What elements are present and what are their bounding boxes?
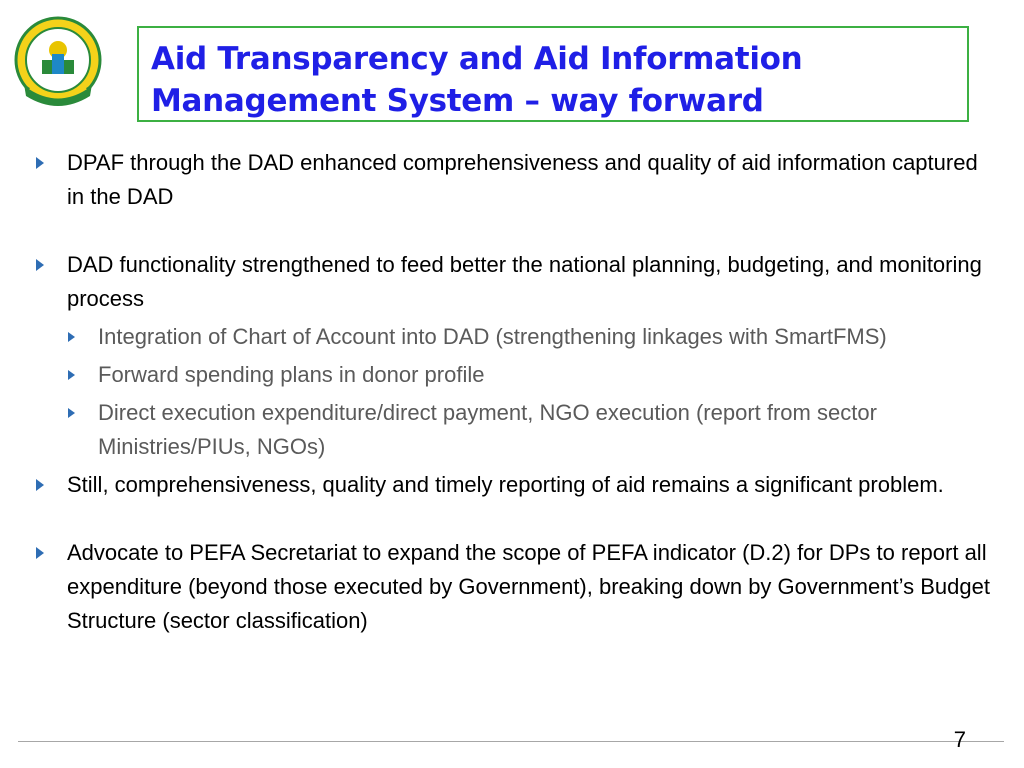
title-line-2: Management System – way forward xyxy=(151,83,764,119)
bullet-arrow-icon xyxy=(36,259,44,271)
sub-bullet-text: Integration of Chart of Account into DAD (strengthening linkages with SmartFMS) xyxy=(98,324,887,349)
page-number: 7 xyxy=(953,727,966,752)
sub-bullet-text: Forward spending plans in donor profile xyxy=(98,362,485,387)
bullet-text: DAD functionality strengthened to feed better the national planning, budgeting, and monitoring process xyxy=(67,252,982,311)
bullet-item xyxy=(36,468,991,502)
rwanda-emblem-logo xyxy=(14,14,102,110)
slide-title xyxy=(151,38,967,122)
bullet-arrow-icon xyxy=(36,479,44,491)
title-line-1: Aid Transparency and Aid Information xyxy=(151,41,803,77)
sub-bullet-arrow-icon xyxy=(68,332,75,342)
bullet-arrow-icon xyxy=(36,547,44,559)
bullet-text: DPAF through the DAD enhanced comprehensiveness and quality of aid information captured in the DAD xyxy=(67,150,978,209)
sub-bullet-arrow-icon xyxy=(68,370,75,380)
sub-bullet-text: Direct execution expenditure/direct payment, NGO execution (report from sector Ministries/PIUs, NGOs) xyxy=(98,400,877,459)
sub-bullet-item xyxy=(36,320,991,354)
sub-bullet-item xyxy=(36,396,991,464)
sub-bullet-arrow-icon xyxy=(68,408,75,418)
bullet-item xyxy=(36,536,991,638)
bullet-item xyxy=(36,248,991,316)
bullet-arrow-icon xyxy=(36,157,44,169)
bullet-list xyxy=(36,146,991,638)
bullet-text: Still, comprehensiveness, quality and timely reporting of aid remains a significant problem. xyxy=(67,472,944,497)
bullet-text: Advocate to PEFA Secretariat to expand the scope of PEFA indicator (D.2) for DPs to report all expenditure (beyond those executed by Government), breaking down by Government’s Budget Structure (sector classification) xyxy=(67,540,990,633)
footer-divider xyxy=(18,741,1004,742)
sub-bullet-item xyxy=(36,358,991,392)
bullet-item xyxy=(36,146,991,214)
title-box xyxy=(137,26,969,122)
